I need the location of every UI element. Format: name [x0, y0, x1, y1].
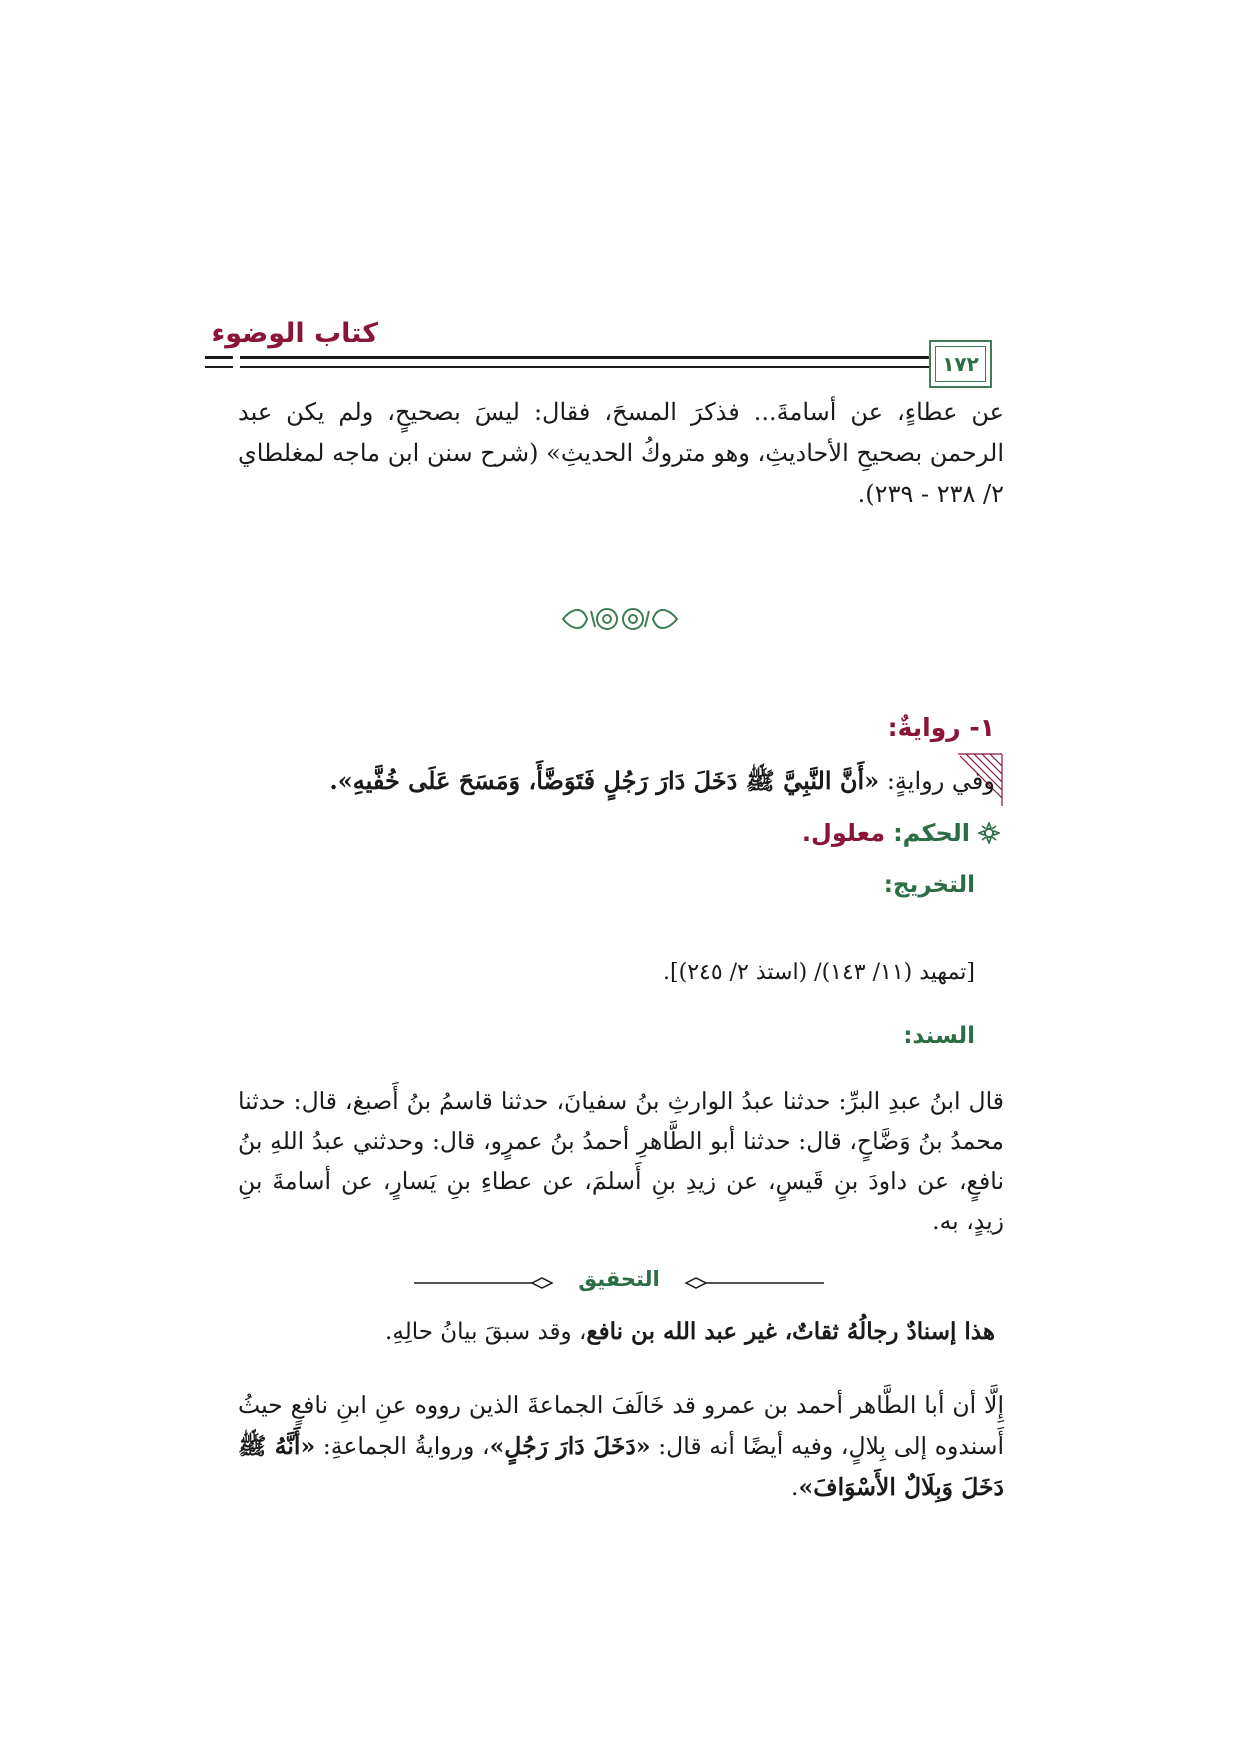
intro-paragraph: عن عطاءٍ، عن أسامةَ... فذكرَ المسحَ، فقال: ليسَ بصحيحٍ، ولم يكن عبد الرحمن بصحيحِ الأحاديثِ، وهو متروكُ الحديثِ» (شرح سنن ابن ماجه لمغلطاي ٢/ ٢٣٨ - ٢٣٩). — [238, 398, 1005, 508]
sanad-title: السند: — [903, 1023, 975, 1049]
hukm-line — [802, 819, 1000, 847]
tahqiq-title: التحقيق — [578, 1267, 660, 1291]
tahqiq-p2-a: إِلَّا أن أبا الطَّاهر أحمد بن عمرو قد خَالَفَ الجماعةَ الذين رووه عنِ ابنِ نافعٍ حيثُ أَسندوه إلى بِلالٍ، وفيه أيضًا أنه قال: — [238, 1391, 1005, 1460]
takhrij-title: التخريج: — [883, 872, 975, 898]
header-rule-end — [205, 356, 233, 359]
flower-badge-icon — [978, 822, 1000, 844]
tahqiq-separator — [414, 1267, 824, 1295]
page-number-frame — [929, 340, 992, 388]
riwaya-text: «أَنَّ النَّبِيَّ ﷺ دَخَلَ دَارَ رَجُلٍ فَتَوَضَّأَ، وَمَسَحَ عَلَى خُفَّيهِ». — [329, 766, 880, 795]
header-rule — [240, 356, 992, 359]
header-rule-end-secondary — [205, 366, 233, 368]
tahqiq-bold: هذا إسنادٌ رجالُهُ ثقاتٌ، غير عبد الله بن نافع — [586, 1318, 995, 1345]
tahqiq-p2-quote1: «دَخَلَ دَارَ رَجُلٍ» — [489, 1432, 651, 1460]
tahqiq-p2-quote2: «أَنَّهُ ﷺ دَخَلَ وَبِلَالٌ الأَسْوَافَ» — [238, 1432, 1004, 1501]
tahqiq-paragraph — [238, 1385, 1004, 1508]
tahqiq-rest: ، وقد سبقَ بيانُ حالِهِ. — [385, 1319, 587, 1345]
tahqiq-p2-end: . — [791, 1473, 799, 1501]
item-number: ١- روايةٌ: — [887, 713, 995, 742]
riwaya-line — [238, 760, 995, 802]
sanad-text: قال ابنُ عبدِ البرِّ: حدثنا عبدُ الوارثِ بنُ سفيانَ، حدثنا قاسمُ بنُ أَصبغ، قال: حدثنا محمدُ بنُ وَضَّاحٍ، قال: حدثنا أبو الطَّاهرِ أحمدُ بنُ عمرٍو، قال: وحدثني عبدُ اللهِ بنُ نافعٍ، عن داودَ بنِ قَيسٍ، عن زيدِ بنِ أَسلمَ، عن عطاءِ بنِ يَسارٍ، عن أسامةَ بنِ زيدٍ، به. — [238, 1087, 1004, 1235]
hukm-label: الحكم: — [893, 819, 970, 847]
page-number: ١٧٢ — [935, 346, 986, 382]
hukm-value: معلول. — [801, 819, 886, 847]
riwaya-prefix: وفي روايةٍ: — [879, 767, 995, 795]
takhrij-text: [تمهيد (١١/ ١٤٣)/ (استذ ٢/ ٢٤٥)]. — [663, 960, 975, 985]
tahqiq-p2-c: ، وروايةُ الجماعةِ: — [315, 1432, 490, 1460]
ornament-divider-icon — [555, 602, 685, 636]
running-title: كتاب الوضوء — [211, 318, 378, 349]
header-rule-secondary — [240, 366, 992, 368]
tahqiq-line — [385, 1318, 995, 1345]
